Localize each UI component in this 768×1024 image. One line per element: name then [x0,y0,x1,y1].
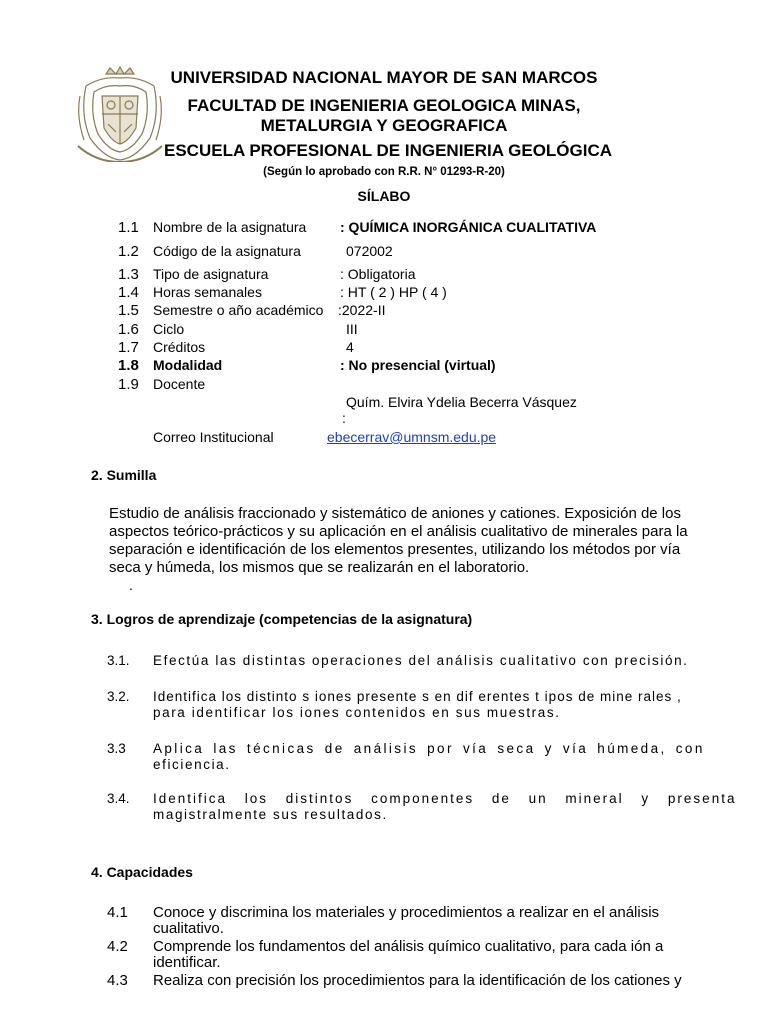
section-heading-capacidades: 4. Capacidades [91,864,193,880]
info-number: 1.7 [118,339,139,356]
logro-text: eficiencia. [153,757,231,772]
school-name: ESCUELA PROFESIONAL DE INGENIERIA GEOLÓGICA [164,141,613,160]
info-number: 1.4 [118,284,139,301]
stray-dot: . [129,577,133,593]
capacidad-line: cualitativo. [153,920,224,937]
info-label: Ciclo [153,321,185,337]
faculty-name-line2: METALURGIA Y GEOGRAFICA [260,116,508,135]
sumilla-line: Estudio de análisis fraccionado y sistemático de aniones y cationes. Exposición de los [109,505,681,522]
capacidad-text [153,905,659,937]
logro-text: Identifica los distinto s iones presente s en dif erentes t ipos de mine rales , [153,689,682,704]
capacidad-number: 4.1 [107,904,128,921]
info-label: Créditos [153,339,206,355]
info-value: III [346,321,358,337]
info-number: 1.6 [118,321,139,338]
docente-name: Quím. Elvira Ydelia Becerra Vásquez [346,394,577,410]
capacidad-text [153,939,663,971]
info-label: Nombre de la asignatura [153,219,307,235]
info-value: : No presencial (virtual) [340,357,496,373]
info-value: : QUÍMICA INORGÁNICA CUALITATIVA [340,219,597,235]
capacidad-line: Comprende los fundamentos del análisis químico cualitativo, para cada ión a [153,938,664,955]
info-label: Código de la asignatura [153,243,301,259]
sumilla-line: separación e identificación de los elementos presentes, utilizando los métodos por vía [109,541,681,558]
info-value: : Obligatoria [340,266,416,282]
faculty-name-line1: FACULTAD DE INGENIERIA GEOLOGICA MINAS, [187,96,581,115]
info-label: Docente [153,376,206,392]
section-heading-sumilla: 2. Sumilla [91,467,157,483]
info-value: 072002 [346,243,393,259]
logro-text: magistralmente sus resultados. [153,807,388,822]
info-label: Semestre o año académico [153,302,324,318]
info-label: Tipo de asignatura [153,266,269,282]
logro-text: para identificar los iones contenidos en sus muestras. [153,705,561,720]
university-name: UNIVERSIDAD NACIONAL MAYOR DE SAN MARCOS [170,68,598,87]
capacidad-line: Conoce y discrimina los materiales y procedimientos a realizar en el análisis [153,904,660,921]
logro-text: Identifica los distintos componentes de un mineral y presenta [153,791,737,806]
logro-number: 3.1. [107,653,130,668]
approval-note: (Según lo aprobado con R.R. N° 01293-R-20) [263,166,505,178]
capacidad-number: 4.3 [107,972,128,989]
info-number: 1.3 [118,266,139,283]
info-number: 1.9 [118,376,139,393]
email-label: Correo Institucional [153,429,274,445]
info-value: 4 [346,339,354,355]
info-label: Horas semanales [153,284,262,300]
email-link[interactable]: ebecerrav@umnsm.edu.pe [327,429,497,445]
info-label: Modalidad [153,357,223,373]
logro-number: 3.4. [107,791,130,806]
info-value: : HT ( 2 ) HP ( 4 ) [340,284,447,300]
sumilla-text [109,505,709,577]
document-title: SÍLABO [357,188,411,204]
logro-text: Efectúa las distintas operaciones del análisis cualitativo con precisión. [153,653,689,668]
info-number: 1.2 [118,243,139,260]
section-heading-logros: 3. Logros de aprendizaje (competencias de la asignatura) [91,611,473,627]
logro-number: 3.3 [107,741,126,756]
docente-colon: : [342,410,346,426]
info-number: 1.8 [118,357,139,374]
info-number: 1.5 [118,302,139,319]
capacidad-number: 4.2 [107,938,128,955]
capacidad-line: Realiza con precisión los procedimientos para la identificación de los cationes y [153,972,682,989]
capacidad-line: identificar. [153,954,221,971]
capacidad-text [153,973,682,989]
sumilla-line: seca y húmeda, los mismos que se realizarán en el laboratorio. [109,559,530,576]
info-value: :2022-II [338,302,386,318]
sumilla-line: aspectos teórico-prácticos y su aplicación en el análisis cualitativo de minerales para la [109,523,688,540]
logro-text: Aplica las técnicas de análisis por vía seca y vía húmeda, con [153,741,705,756]
info-number: 1.1 [118,219,139,236]
logro-number: 3.2. [107,689,130,704]
